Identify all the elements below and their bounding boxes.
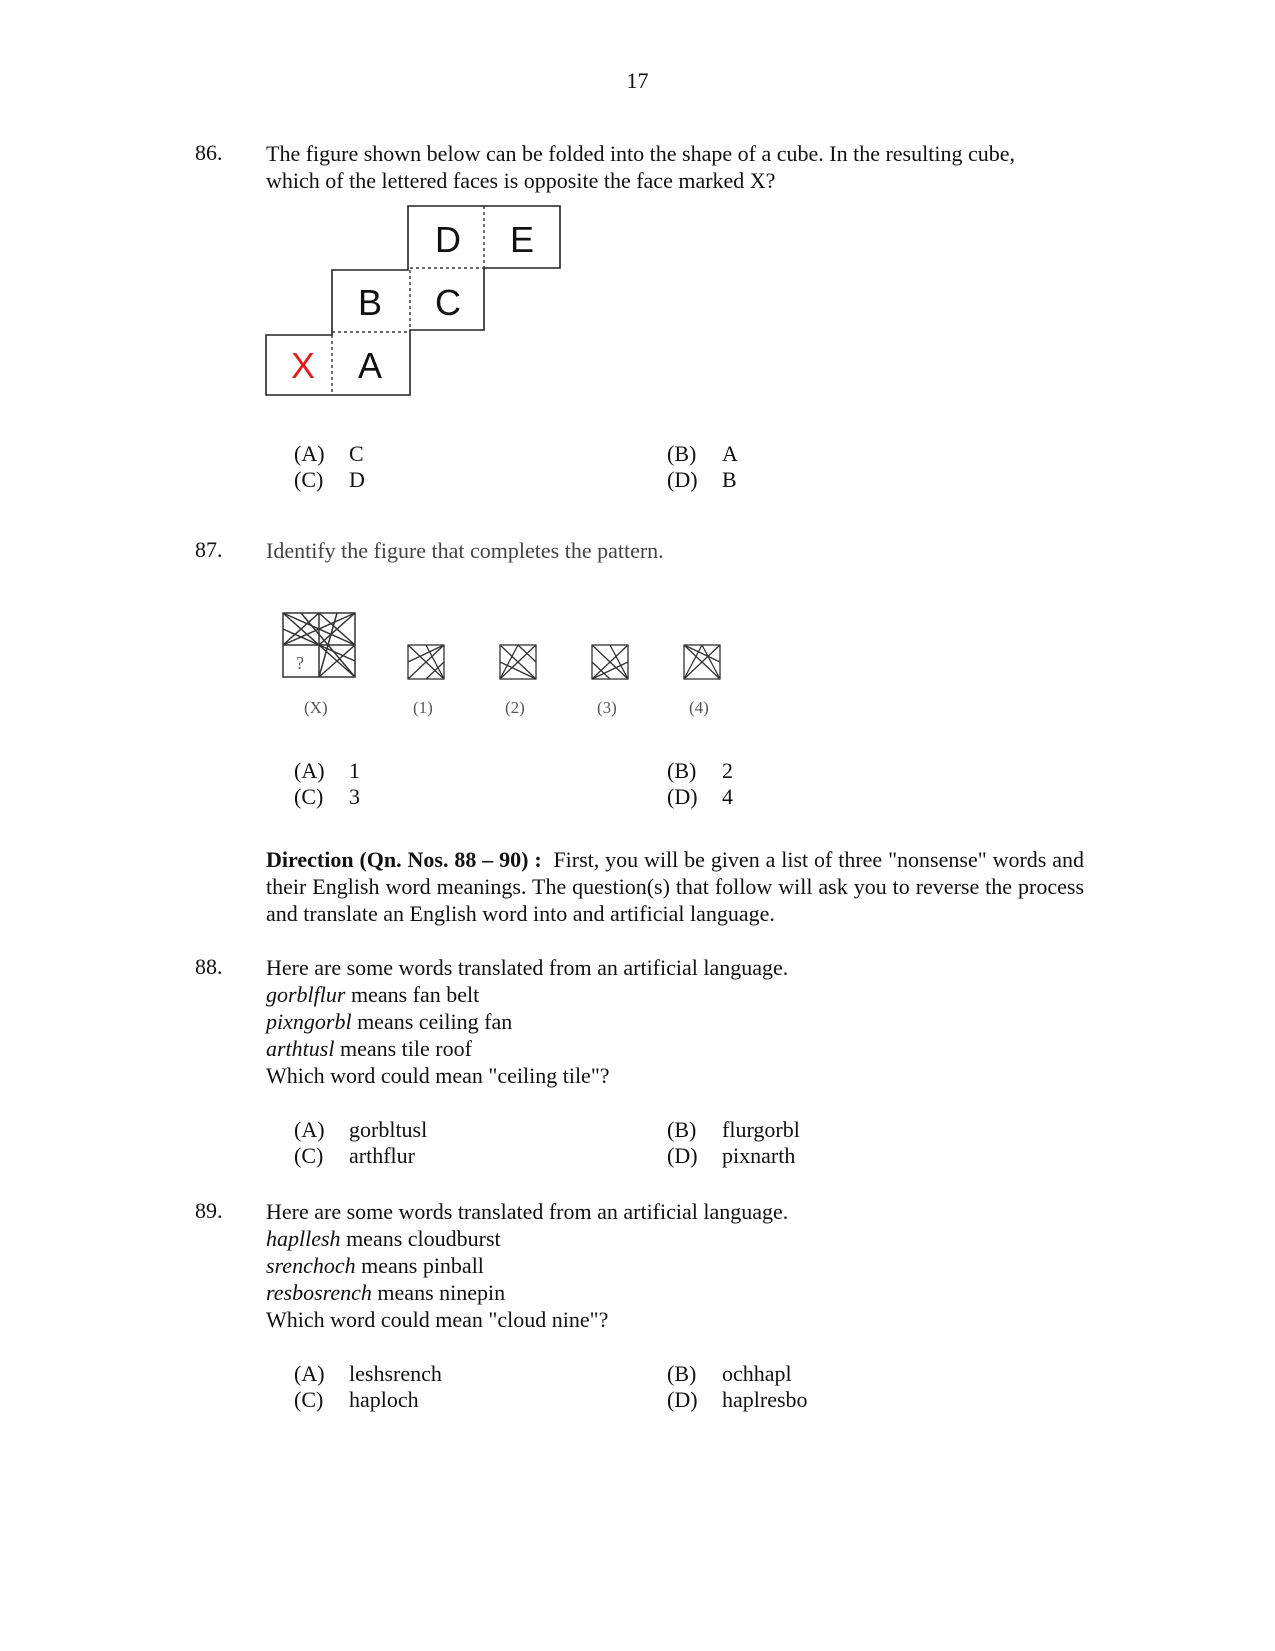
q89-option-d[interactable]: (D) haplresbo <box>667 1387 808 1412</box>
q86-option-a[interactable]: (A) C <box>294 441 364 466</box>
q86-option-b[interactable]: (B) A <box>667 441 738 466</box>
q88-option-c[interactable]: (C) arthflur <box>294 1143 415 1168</box>
question-89-intro: Here are some words translated from an artificial language. <box>266 1199 789 1224</box>
pattern-label-3: (3) <box>597 698 617 717</box>
q87-option-a[interactable]: (A) 1 <box>294 758 360 783</box>
q89-option-a[interactable]: (A) leshsrench <box>294 1361 442 1386</box>
pattern-label-2: (2) <box>505 698 525 717</box>
question-86-number: 86. <box>195 140 223 165</box>
question-87-text: Identify the figure that completes the pattern. <box>266 538 664 563</box>
question-89-number: 89. <box>195 1198 223 1223</box>
cube-net-figure <box>260 205 580 415</box>
pattern-figure <box>270 605 750 730</box>
net-face-c: C <box>435 282 461 323</box>
pattern-question-mark: ? <box>296 653 304 673</box>
q88-option-b[interactable]: (B) flurgorbl <box>667 1117 800 1142</box>
pattern-option-2 <box>500 645 536 679</box>
q88-word-3: arthtusl means tile roof <box>266 1036 472 1061</box>
question-88-prompt: Which word could mean "ceiling tile"? <box>266 1063 610 1088</box>
q89-word-1: hapllesh means cloudburst <box>266 1226 501 1251</box>
pattern-label-x: (X) <box>304 698 328 717</box>
pattern-option-4 <box>684 645 720 679</box>
q88-word-2: pixngorbl means ceiling fan <box>266 1009 513 1034</box>
q89-word-2: srenchoch means pinball <box>266 1253 484 1278</box>
q88-option-a[interactable]: (A) gorbltusl <box>294 1117 428 1142</box>
question-86-line-1: The figure shown below can be folded into the shape of a cube. In the resulting cube, <box>266 141 1015 166</box>
direction-heading: Direction (Qn. Nos. 88 – 90) : <box>266 847 542 872</box>
q87-option-c[interactable]: (C) 3 <box>294 784 360 809</box>
question-86-line-2: which of the lettered faces is opposite the face marked X? <box>266 168 776 193</box>
pattern-option-1 <box>408 645 444 679</box>
q89-option-b[interactable]: (B) ochhapl <box>667 1361 792 1386</box>
question-89-prompt: Which word could mean "cloud nine"? <box>266 1307 609 1332</box>
net-face-d: D <box>435 219 461 260</box>
question-88-intro: Here are some words translated from an artificial language. <box>266 955 789 980</box>
q89-word-3: resbosrench means ninepin <box>266 1280 506 1305</box>
q87-option-b[interactable]: (B) 2 <box>667 758 733 783</box>
page-number: 17 <box>626 68 649 93</box>
q88-option-d[interactable]: (D) pixnarth <box>667 1143 796 1168</box>
q88-word-1: gorblflur means fan belt <box>266 982 480 1007</box>
pattern-option-3 <box>592 645 628 679</box>
net-face-b: B <box>358 282 383 323</box>
question-88-number: 88. <box>195 954 223 979</box>
q87-option-d[interactable]: (D) 4 <box>667 784 733 809</box>
question-87-number: 87. <box>195 537 223 562</box>
pattern-label-4: (4) <box>689 698 709 717</box>
q86-option-d[interactable]: (D) B <box>667 467 737 492</box>
net-face-e: E <box>510 219 535 260</box>
net-face-a: A <box>358 345 383 386</box>
pattern-figure-x <box>283 613 355 677</box>
direction-text: First, you will be given a list of three "nonsense" words and their English word meanings. The question(s) that follow will ask you to reverse the process and translate an English word into and artificial language. <box>266 847 1084 926</box>
direction-paragraph <box>266 846 1084 927</box>
q86-option-c[interactable]: (C) D <box>294 467 365 492</box>
net-face-x: X <box>291 345 316 386</box>
pattern-label-1: (1) <box>413 698 433 717</box>
q89-option-c[interactable]: (C) haploch <box>294 1387 419 1412</box>
